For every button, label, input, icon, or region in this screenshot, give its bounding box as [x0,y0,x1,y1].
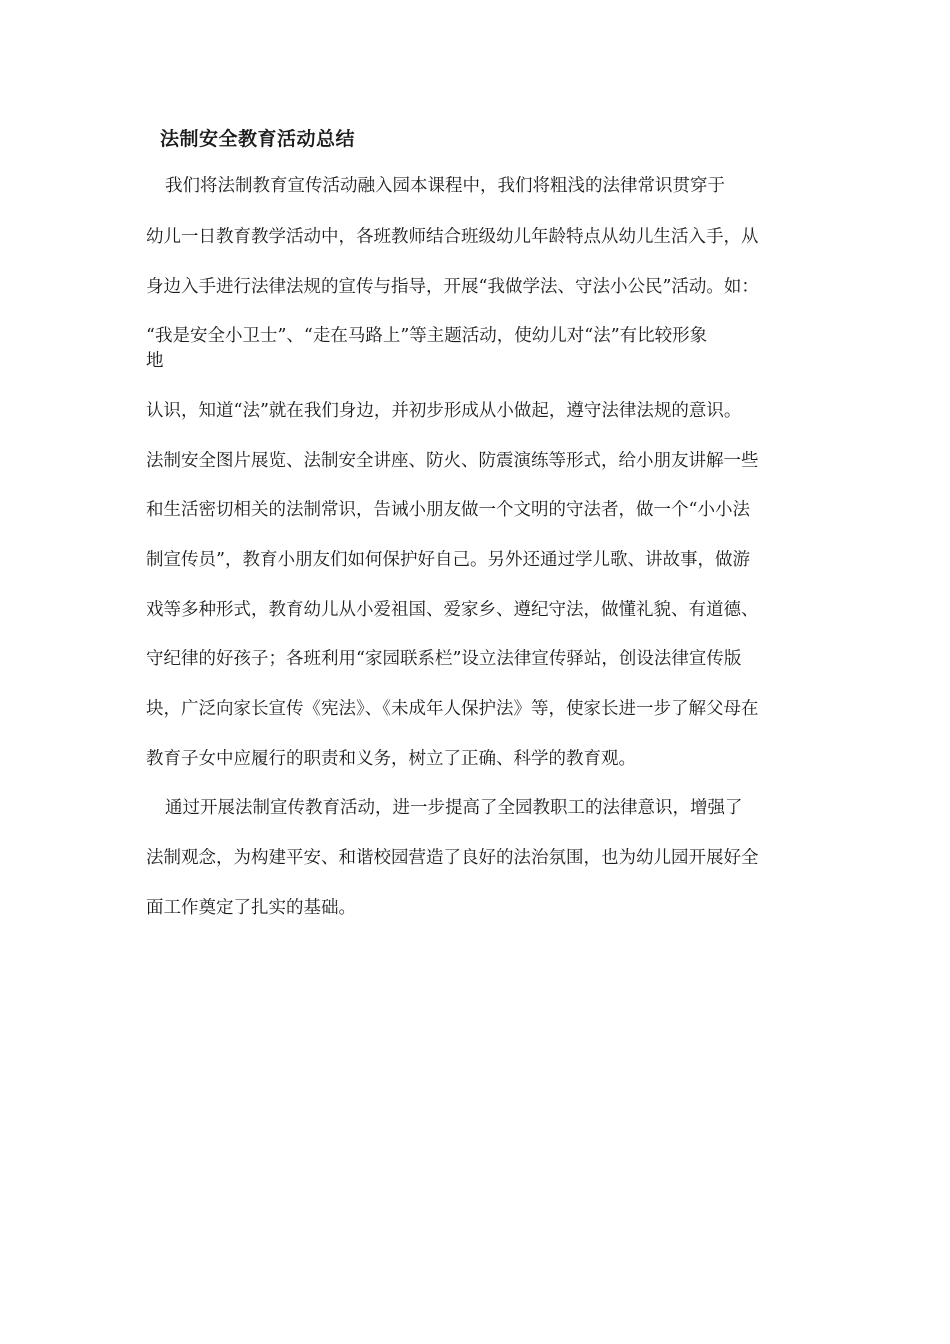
paragraph-1-line-4: “我是安全小卫士”、“走在马路上”等主题活动，使幼儿对“法”有比较形象 [146,326,708,346]
paragraph-2-line-2: 法制观念，为构建平安、和谐校园营造了良好的法治氛围，也为幼儿园开展好全 [146,848,759,868]
paragraph-1-line-2: 幼儿一日教育教学活动中，各班教师结合班级幼儿年龄特点从幼儿生活入手，从 [146,227,759,247]
paragraph-1-line-9: 戏等多种形式，教育幼儿从小爱祖国、爱家乡、遵纪守法，做懂礼貌、有道德、 [146,600,759,620]
paragraph-2-line-1: 通过开展法制宣传教育活动，进一步提高了全园教职工的法律意识，增强了 [165,798,743,818]
paragraph-1-line-8: 制宣传员”，教育小朋友们如何保护好自己。另外还通过学儿歌、讲故事，做游 [146,550,750,570]
paragraph-1-line-11: 块，广泛向家长宣传《宪法》、《未成年人保护法》等，使家长进一步了解父母在 [146,699,759,719]
paragraph-1-line-5: 认识，知道“法”就在我们身边，并初步形成从小做起，遵守法律法规的意识。 [146,401,742,421]
paragraph-1-line-3: 身边入手进行法律法规的宣传与指导，开展“我做学法、守法小公民”活动。如： [146,277,759,297]
document-title: 法制安全教育活动总结 [160,128,356,150]
paragraph-2-line-3: 面工作奠定了扎实的基础。 [146,898,356,918]
paragraph-1-line-1: 我们将法制教育宣传活动融入园本课程中，我们将粗浅的法律常识贯穿于 [165,176,725,196]
paragraph-1-line-4-wrap: 地 [146,351,164,371]
paragraph-1-line-10: 守纪律的好孩子；各班利用“家园联系栏”设立法律宣传驿站，创设法律宣传版 [146,649,742,669]
paragraph-1-line-7: 和生活密切相关的法制常识，告诫小朋友做一个文明的守法者，做一个“小小法 [146,500,750,520]
paragraph-1-line-12: 教育子女中应履行的职责和义务，树立了正确、科学的教育观。 [146,749,636,769]
paragraph-1-line-6: 法制安全图片展览、法制安全讲座、防火、防震演练等形式，给小朋友讲解一些 [146,451,759,471]
